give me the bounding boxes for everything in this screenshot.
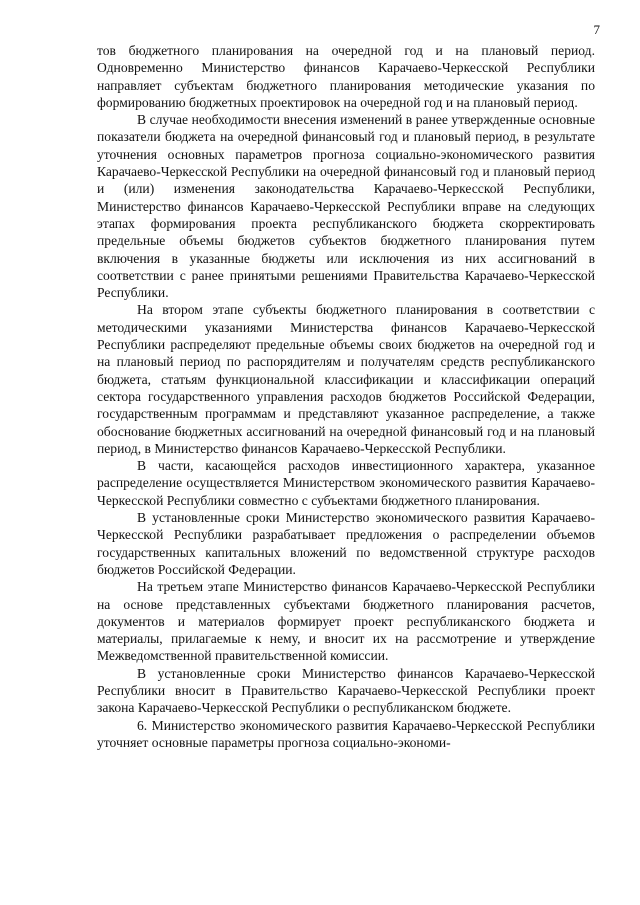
paragraph-4: В части, касающейся расходов инвестиционного характера, указанное распределение осуществляется Министерством экономического развития Карачаево-Черкесской Республики совместно с субъектами бюджетного планирования. [97, 458, 595, 508]
paragraph-3: На втором этапе субъекты бюджетного планирования в соответствии с методическими указаниями Министерства финансов Карачаево-Черкесской Республики распределяют предельные объемы своих бюджетов на очередной год и на плановый период по распорядителям и получателям средств республиканского бюджета, статьям функциональной классификации и классификации операций сектора государственного управления расходов бюджетов Российской Федерации, государственным программам и представляют указанное распределение, а также обоснование бюджетных ассигнований на очередной финансовый год и на плановый период, в Министерство финансов Карачаево-Черкесской Республики. [97, 302, 595, 456]
document-body [97, 42, 595, 751]
paragraph-2: В случае необходимости внесения изменений в ранее утвержденные основные показатели бюджета на очередной финансовый год и плановый период, в результате уточнения основных параметров прогноза социально-экономического развития Карачаево-Черкесской Республики на очередной финансовый год и плановый период и (или) изменения законодательства Карачаево-Черкесской Республики, Министерство финансов Карачаево-Черкесской Республики вправе на следующих этапах формирования проекта республиканского бюджета скорректировать предельные объемы бюджетов субъектов бюджетного планирования путем включения в указанные бюджеты или исключения из них ассигнований в соответствии с ранее принятыми решениями Правительства Карачаево-Черкесской Республики. [97, 112, 595, 301]
paragraph-7: В установленные сроки Министерство финансов Карачаево-Черкесской Республики вносит в Правительство Карачаево-Черкесской Республики проект закона Карачаево-Черкесской Республики о республиканском бюджете. [97, 665, 595, 716]
paragraph-5: В установленные сроки Министерство экономического развития Карачаево-Черкесской Республики разрабатывает предложения о распределении объемов государственных капитальных вложений по ведомственной структуре расходов бюджетов Российской Федерации. [97, 510, 595, 577]
paragraph-1: тов бюджетного планирования на очередной год и на плановый период. Одновременно Министерство финансов Карачаево-Черкесской Республики направляет субъектам бюджетного планирования методические указания по формированию бюджетных проектировок на очередной год и на плановый период. [97, 43, 595, 110]
paragraph-8: 6. Министерство экономического развития Карачаево-Черкесской Республики уточняет основные параметры прогноза социально-экономи- [97, 717, 595, 750]
paragraph-6: На третьем этапе Министерство финансов Карачаево-Черкесской Республики на основе представленных субъектами бюджетного планирования расчетов, документов и материалов формирует проект республиканского бюджета и материалы, прилагаемые к нему, и вносит их на рассмотрение и утверждение Межведомственной правительственной комиссии. [97, 579, 595, 664]
page-number: 7 [593, 22, 600, 37]
